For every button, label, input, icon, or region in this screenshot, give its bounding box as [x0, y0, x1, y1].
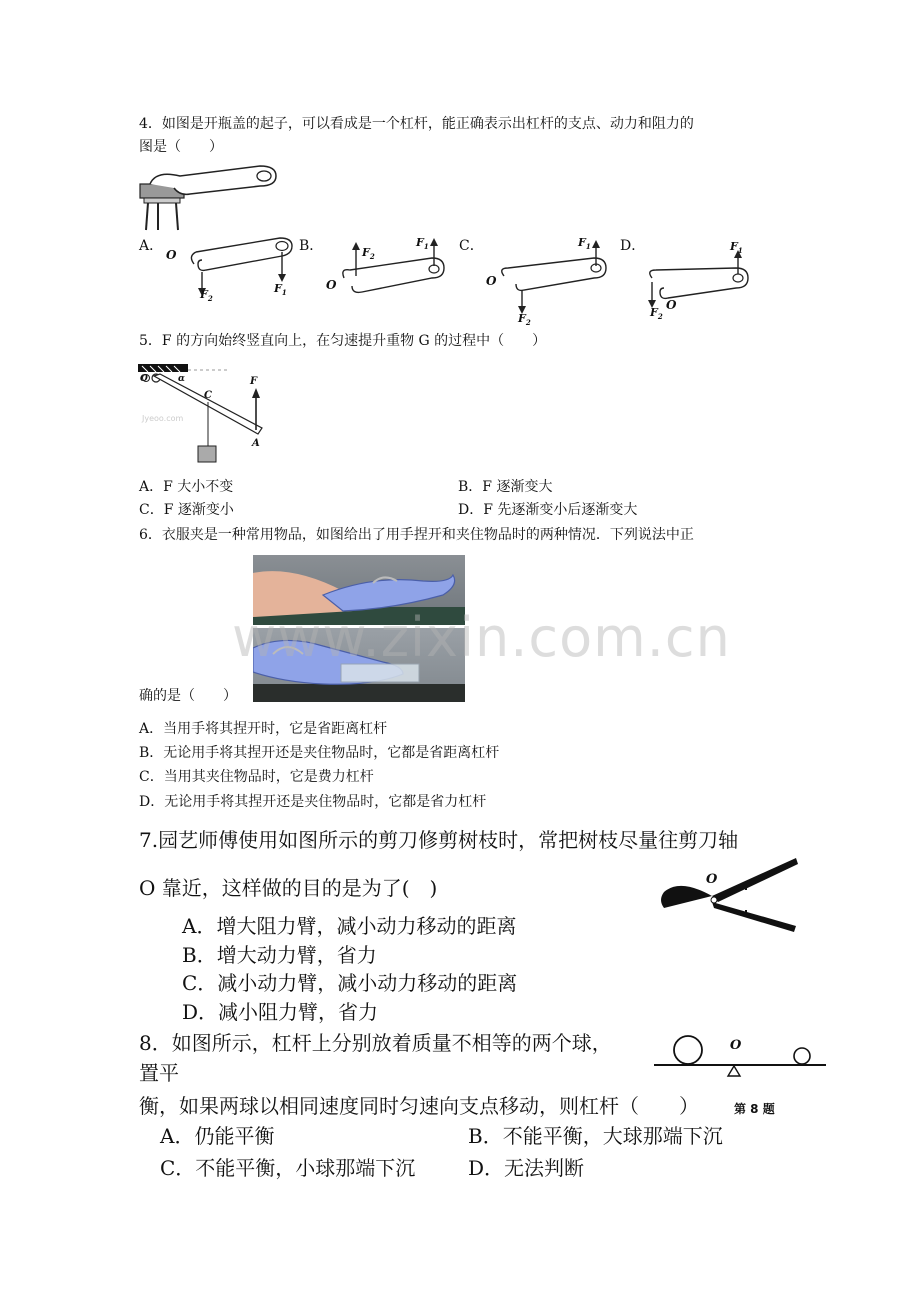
- q4-d-pivot-label: O: [666, 298, 677, 312]
- q8-pivot-label: O: [730, 1038, 742, 1053]
- q4-option-c-figure: [484, 232, 614, 328]
- q5-c-label: C: [204, 390, 212, 401]
- q6-option-c[interactable]: C．当用其夹住物品时，它是费力杠杆: [139, 769, 374, 785]
- q4-option-d-letter: D．: [620, 238, 646, 254]
- q5-f-label: F: [250, 376, 258, 387]
- q4-d-f2-label: $F_2$: [650, 306, 663, 322]
- q7-stem-line1: 7.园艺师傅使用如图所示的剪刀修剪树枝时，常把树枝尽量往剪刀轴: [139, 828, 739, 852]
- q5-stem: 5．F 的方向始终竖直向上，在匀速提升重物 G 的过程中（ ）: [139, 333, 547, 349]
- q8-stem-line2: 置平: [139, 1061, 179, 1085]
- q4-a-f2-label: $F_2$: [200, 288, 213, 304]
- q4-option-d-figure: [642, 238, 758, 322]
- q8-option-d[interactable]: D．无法判断: [468, 1156, 585, 1180]
- q5-lever-figure: [138, 364, 278, 466]
- q8-figure-caption: 第 8 题: [734, 1102, 775, 1116]
- q6-option-b[interactable]: B．无论用手将其捏开还是夹住物品时，它都是省距离杠杆: [139, 745, 500, 761]
- q5-a-label: A: [252, 438, 260, 449]
- q4-stem-line1: 4．如图是开瓶盖的起子，可以看成是一个杠杆，能正确表示出杠杆的支点、动力和阻力的: [139, 116, 694, 132]
- q5-option-c[interactable]: C．F 逐渐变小: [139, 502, 234, 518]
- q4-c-f1-label: $F_1$: [578, 236, 591, 252]
- q7-scissors-figure: [660, 856, 800, 932]
- q5-option-a[interactable]: A．F 大小不变: [139, 479, 234, 495]
- q7-option-d[interactable]: D．减小阻力臂，省力: [182, 1000, 379, 1024]
- q8-option-c[interactable]: C．不能平衡，小球那端下沉: [160, 1156, 416, 1180]
- q7-pivot-label: O: [706, 872, 718, 887]
- q6-stem-line1: 6．衣服夹是一种常用物品，如图给出了用手捏开和夹住物品时的两种情况．下列说法中正: [139, 527, 694, 543]
- q5-alpha-label: α: [178, 374, 185, 384]
- q6-option-a[interactable]: A．当用手将其捏开时，它是省距离杠杆: [139, 721, 388, 737]
- q5-site-watermark: Jyeoo.com: [142, 414, 184, 423]
- q6-stem-line2: 确的是（ ）: [139, 688, 237, 704]
- q4-opener-figure: [140, 162, 280, 232]
- q4-stem-line2: 图是（ ）: [139, 139, 223, 155]
- q4-d-f1-label: $F_1$: [730, 240, 743, 256]
- q8-option-a[interactable]: A．仍能平衡: [160, 1124, 275, 1148]
- q8-stem-line3: 衡，如果两球以相同速度同时匀速向支点移动，则杠杆（ ）: [139, 1094, 699, 1118]
- q8-stem-line1: 8．如图所示，杠杆上分别放着质量不相等的两个球，: [139, 1031, 612, 1055]
- q4-option-c-letter: C．: [459, 238, 484, 254]
- q4-option-b-figure: [322, 236, 452, 302]
- q4-a-f1-label: $F_1$: [274, 282, 287, 298]
- q6-option-d[interactable]: D．无论用手将其捏开还是夹住物品时，它都是省力杠杆: [139, 794, 487, 810]
- q7-stem-line2: O 靠近，这样做的目的是为了( ): [139, 876, 438, 900]
- q5-option-d[interactable]: D．F 先逐渐变小后逐渐变大: [458, 502, 638, 518]
- q4-c-pivot-label: O: [486, 274, 497, 288]
- q4-option-a-letter: A．: [139, 238, 164, 254]
- q5-option-b[interactable]: B．F 逐渐变大: [458, 479, 553, 495]
- q4-b-pivot-label: O: [326, 278, 337, 292]
- q4-b-f2-label: $F_2$: [362, 246, 375, 262]
- q5-pivot-label: O: [140, 374, 148, 384]
- q7-option-a[interactable]: A．增大阻力臂，减小动力移动的距离: [182, 914, 517, 938]
- q4-b-f1-label: $F_1$: [416, 236, 429, 252]
- q4-c-f2-label: $F_2$: [518, 312, 531, 328]
- q8-option-b[interactable]: B．不能平衡，大球那端下沉: [468, 1124, 723, 1148]
- site-watermark: www.zixin.com.cn: [232, 606, 731, 669]
- q4-a-pivot-label: O: [166, 248, 177, 262]
- q7-option-c[interactable]: C．减小动力臂，减小动力移动的距离: [182, 971, 518, 995]
- q4-option-b-letter: B．: [299, 238, 324, 254]
- q4-option-a-figure: [158, 232, 298, 304]
- q8-balance-figure: [654, 1030, 826, 1080]
- q7-option-b[interactable]: B．增大动力臂，省力: [182, 943, 377, 967]
